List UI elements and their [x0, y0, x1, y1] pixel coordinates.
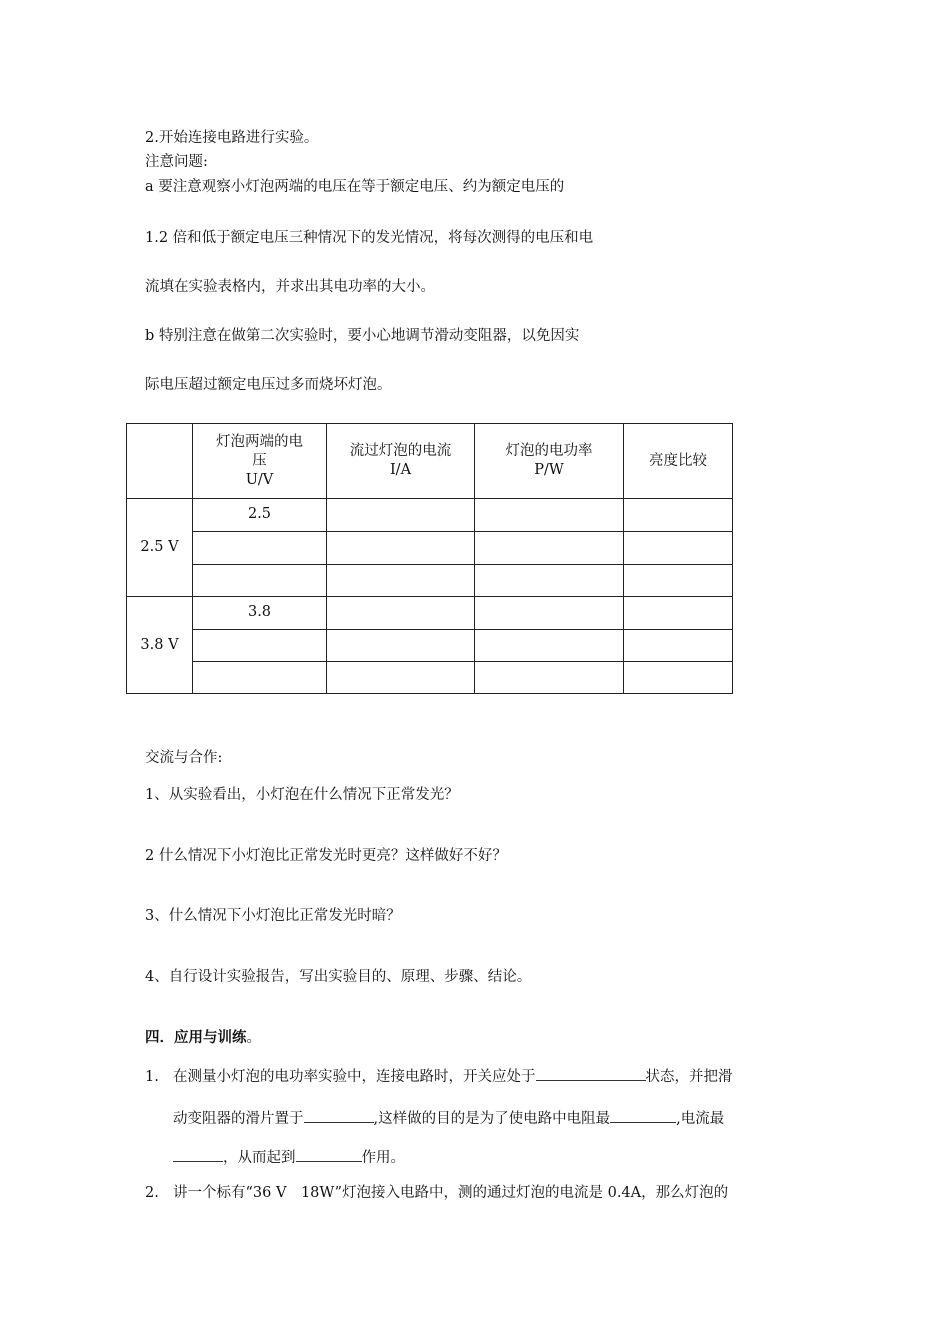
problem-1-text-b: 状态，并把滑	[645, 1069, 733, 1085]
note-a-line-3: 流填在实验表格内，并求出其电功率的大小。	[145, 279, 435, 295]
section-4-title-period: 。	[246, 1030, 261, 1046]
header-power-line1: 灯泡的电功率	[505, 443, 593, 459]
discussion-title: 交流与合作:	[145, 750, 223, 766]
current-cell	[327, 597, 475, 630]
blank-switch-state	[536, 1066, 646, 1081]
brightness-cell	[624, 532, 733, 565]
problem-1-text-e: ,电流最	[676, 1111, 725, 1127]
header-voltage-unit: U/V	[245, 471, 274, 488]
brightness-cell	[624, 565, 733, 597]
problem-2-text-a: 讲一个标有“36 V 18W”灯泡接入电路中，测的通过灯泡的电流是 0.4A，那么灯泡的	[173, 1185, 729, 1201]
problem-1-line-3	[173, 1147, 405, 1167]
brightness-cell	[624, 630, 733, 662]
problem-1-line-1	[145, 1066, 733, 1086]
problem-1-line-2	[173, 1108, 724, 1128]
current-cell	[327, 630, 475, 662]
voltage-cell	[193, 630, 327, 662]
current-cell	[327, 565, 475, 597]
table-header-row	[127, 424, 733, 499]
problem-1-text-d: ,这样做的目的是为了使电路中电阻最	[373, 1111, 611, 1127]
note-a-line-1: a 要注意观察小灯泡两端的电压在等于额定电压、约为额定电压的	[145, 179, 565, 195]
table-row	[127, 630, 733, 662]
header-current	[327, 424, 475, 499]
question-1: 1、从实验看出，小灯泡在什么情况下正常发光？	[145, 787, 459, 803]
power-cell	[475, 630, 624, 662]
power-cell	[475, 499, 624, 532]
header-power-unit: P/W	[534, 462, 564, 478]
brightness-cell	[624, 662, 733, 694]
group-label: 3.8 V	[127, 597, 193, 694]
note-a-line-2: 1.2 倍和低于额定电压三种情况下的发光情况，将每次测得的电压和电	[145, 230, 594, 246]
experiment-table	[126, 423, 733, 694]
power-cell	[475, 662, 624, 694]
section-4-title	[145, 1029, 261, 1047]
header-current-unit: I/A	[389, 462, 412, 478]
section-4-title-text: 四．应用与训练	[145, 1029, 247, 1046]
brightness-cell	[624, 499, 733, 532]
problem-1-text-g: 作用。	[361, 1150, 405, 1166]
header-empty	[127, 424, 193, 499]
note-b-line-1: b 特别注意在做第二次实验时，要小心地调节滑动变阻器，以免因实	[145, 328, 580, 344]
voltage-cell: 2.5	[193, 499, 327, 532]
problem-1-text-f: ，从而起到	[223, 1150, 296, 1166]
voltage-cell	[193, 662, 327, 694]
table-row	[127, 662, 733, 694]
current-cell	[327, 662, 475, 694]
table-row	[127, 499, 733, 532]
question-4: 4、自行设计实验报告，写出实验目的、原理、步骤、结论。	[145, 969, 532, 985]
brightness-cell	[624, 597, 733, 630]
problem-2-number: 2.	[145, 1185, 159, 1201]
current-cell	[327, 532, 475, 565]
power-cell	[475, 532, 624, 565]
table-row	[127, 565, 733, 597]
voltage-cell: 3.8	[193, 597, 327, 630]
blank-resistance	[610, 1108, 676, 1123]
problem-1-number: 1.	[145, 1069, 159, 1085]
question-3: 3、什么情况下小灯泡比正常发光时暗？	[145, 908, 401, 924]
voltage-cell	[193, 565, 327, 597]
voltage-cell	[193, 532, 327, 565]
header-voltage	[193, 424, 327, 499]
step-2: 2.开始连接电路进行实验。	[145, 130, 319, 146]
group-label: 2.5 V	[127, 499, 193, 597]
header-power	[475, 424, 624, 499]
question-2: 2 什么情况下小灯泡比正常发光时更亮？这样做好不好？	[145, 848, 507, 864]
table-row	[127, 532, 733, 565]
header-brightness: 亮度比较	[624, 424, 733, 499]
note-b-line-2: 际电压超过额定电压过多而烧坏灯泡。	[145, 377, 392, 393]
table-row	[127, 597, 733, 630]
blank-slider-position	[304, 1108, 374, 1123]
header-voltage-line1: 灯泡两端的电	[216, 433, 303, 450]
problem-1-text-a: 在测量小灯泡的电功率实验中，连接电路时，开关应处于	[173, 1069, 536, 1085]
header-voltage-line2: 压	[252, 452, 267, 469]
power-cell	[475, 597, 624, 630]
header-current-line1: 流过灯泡的电流	[349, 443, 452, 459]
power-cell	[475, 565, 624, 597]
problem-1-text-c: 动变阻器的滑片置于	[173, 1111, 304, 1127]
blank-current	[173, 1147, 223, 1162]
current-cell	[327, 499, 475, 532]
notes-title: 注意问题:	[145, 154, 208, 170]
blank-effect	[296, 1147, 362, 1162]
problem-2-line-1	[145, 1184, 728, 1202]
